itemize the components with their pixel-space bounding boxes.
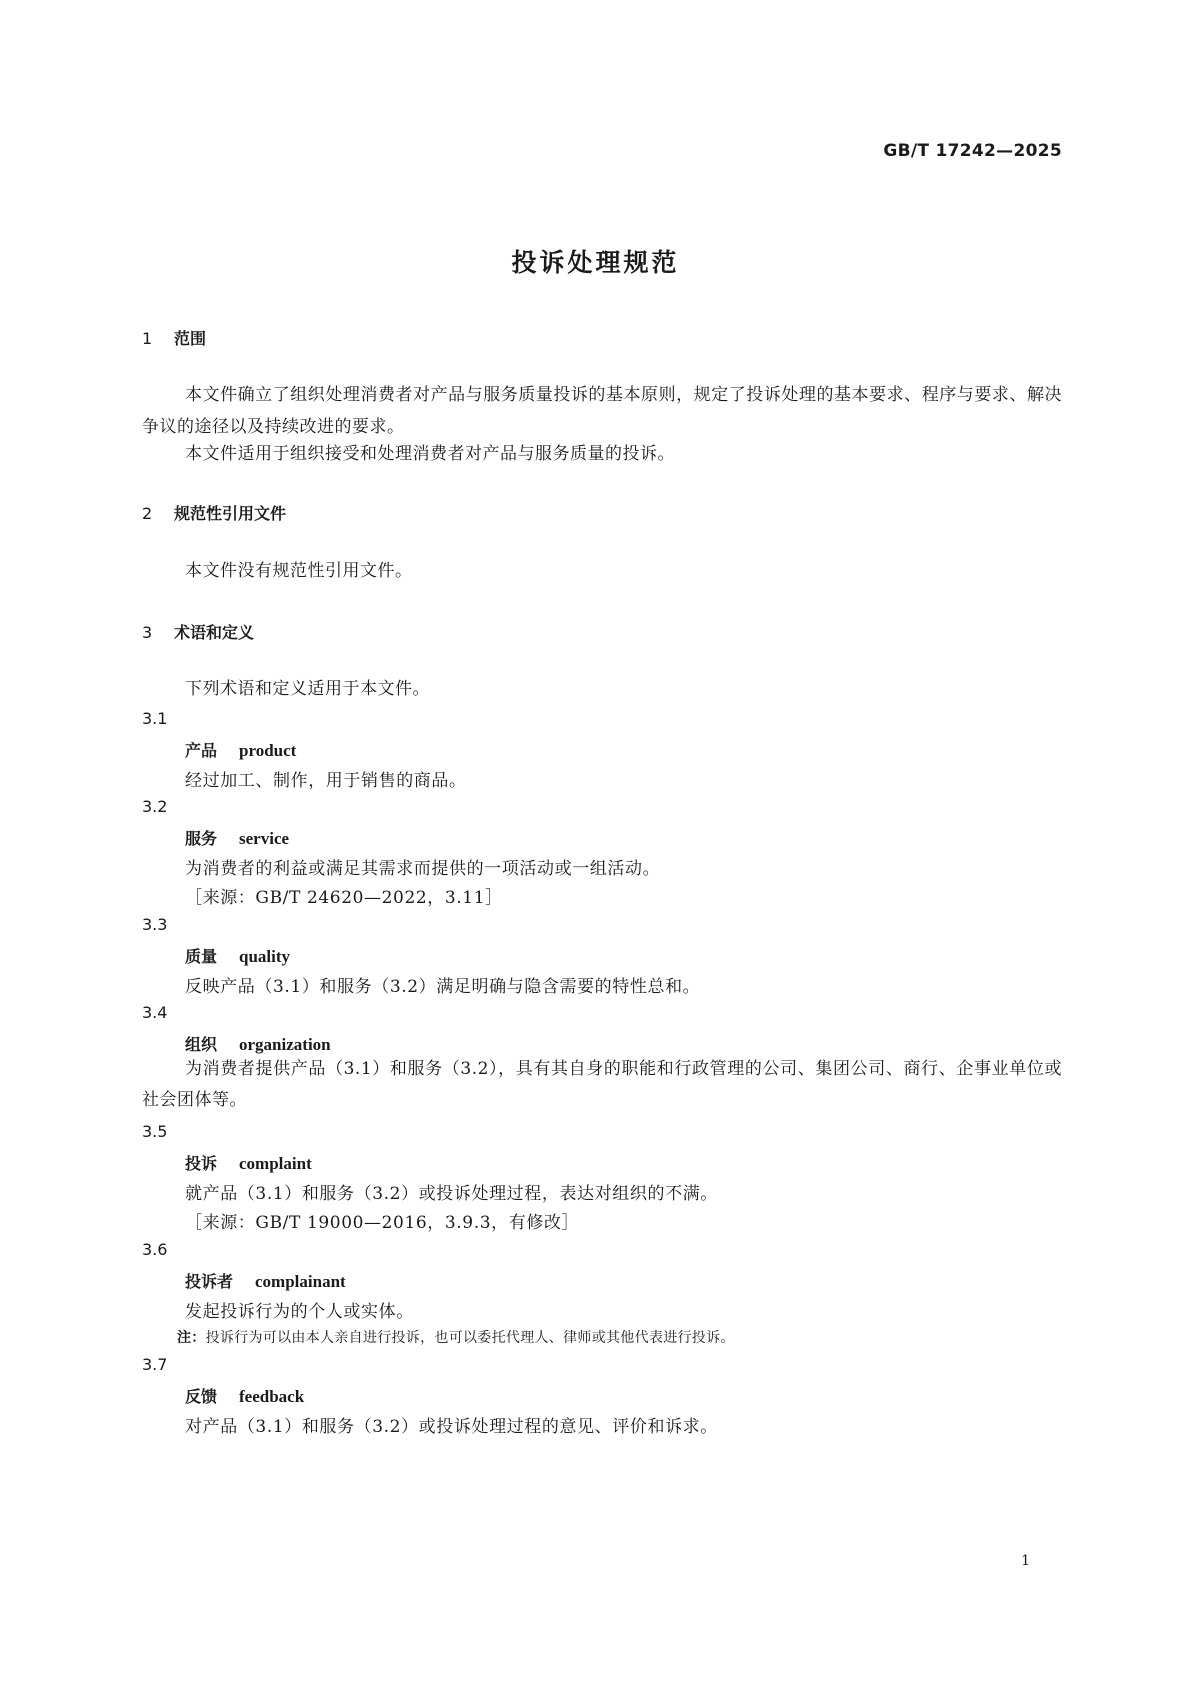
term-zh: 质量 [185,947,218,966]
term-en: product [239,741,297,760]
term-number: 3.3 [142,915,168,934]
term-en: complainant [255,1272,346,1291]
section-heading-terms [142,620,254,643]
term-heading [185,1032,331,1055]
term-definition: 为消费者的利益或满足其需求而提供的一项活动或一组活动。 [185,859,661,879]
term-definition: 对产品（3.1）和服务（3.2）或投诉处理过程的意见、评价和诉求。 [185,1417,718,1437]
term-en: organization [239,1035,331,1054]
section-number: 1 [142,329,153,348]
term-zh: 反馈 [185,1387,218,1406]
term-number: 3.6 [142,1240,168,1259]
term-zh: 投诉 [185,1154,218,1173]
section-heading-normative-references [142,501,286,524]
document-title: 投诉处理规范 [511,248,680,277]
term-heading [185,944,290,967]
normative-references-paragraph: 本文件没有规范性引用文件。 [185,561,413,581]
term-en: feedback [239,1387,305,1406]
term-en: quality [239,947,291,966]
term-heading [185,826,289,849]
page-number: 1 [1021,1553,1030,1569]
term-number: 3.1 [142,709,168,728]
term-heading [185,1384,304,1407]
term-en: complaint [239,1154,312,1173]
scope-paragraph-1: 本文件确立了组织处理消费者对产品与服务质量投诉的基本原则，规定了投诉处理的基本要求、程序与要求、解决争议的途径以及持续改进的要求。 [142,385,1062,437]
section-number: 3 [142,623,153,642]
term-definition: 发起投诉行为的个人或实体。 [185,1302,414,1322]
section-title: 规范性引用文件 [174,504,287,523]
standard-number: GB/T 17242—2025 [883,141,1062,161]
term-number: 3.5 [142,1122,168,1141]
term-zh: 服务 [185,829,218,848]
term-number: 3.7 [142,1355,168,1374]
section-title: 范围 [174,329,207,348]
term-definition: 为消费者提供产品（3.1）和服务（3.2），具有其自身的职能和行政管理的公司、集团公司、商行、企事业单位或社会团体等。 [142,1059,1062,1110]
term-number: 3.2 [142,797,168,816]
section-number: 2 [142,504,153,523]
term-source: ［来源：GB/T 19000—2016，3.9.3，有修改］ [185,1213,580,1233]
section-title: 术语和定义 [174,623,255,642]
term-heading [185,1151,312,1174]
note-text: 投诉行为可以由本人亲自进行投诉，也可以委托代理人、律师或其他代表进行投诉。 [205,1330,735,1346]
terms-intro: 下列术语和定义适用于本文件。 [185,679,430,699]
term-note [177,1327,735,1347]
term-definition: 反映产品（3.1）和服务（3.2）满足明确与隐含需要的特性总和。 [185,977,701,997]
term-zh: 产品 [185,741,218,760]
term-zh: 投诉者 [185,1272,234,1291]
term-definition: 经过加工、制作，用于销售的商品。 [185,771,467,791]
scope-paragraph-2: 本文件适用于组织接受和处理消费者对产品与服务质量的投诉。 [185,444,675,464]
term-heading [185,1269,346,1292]
term-source: ［来源：GB/T 24620—2022，3.11］ [185,888,503,908]
term-en: service [239,829,290,848]
term-heading [185,738,296,761]
section-heading-scope [142,326,206,349]
term-number: 3.4 [142,1003,168,1022]
term-zh: 组织 [185,1035,218,1054]
note-label: 注： [177,1330,206,1346]
term-definition: 就产品（3.1）和服务（3.2）或投诉处理过程，表达对组织的不满。 [185,1184,718,1204]
